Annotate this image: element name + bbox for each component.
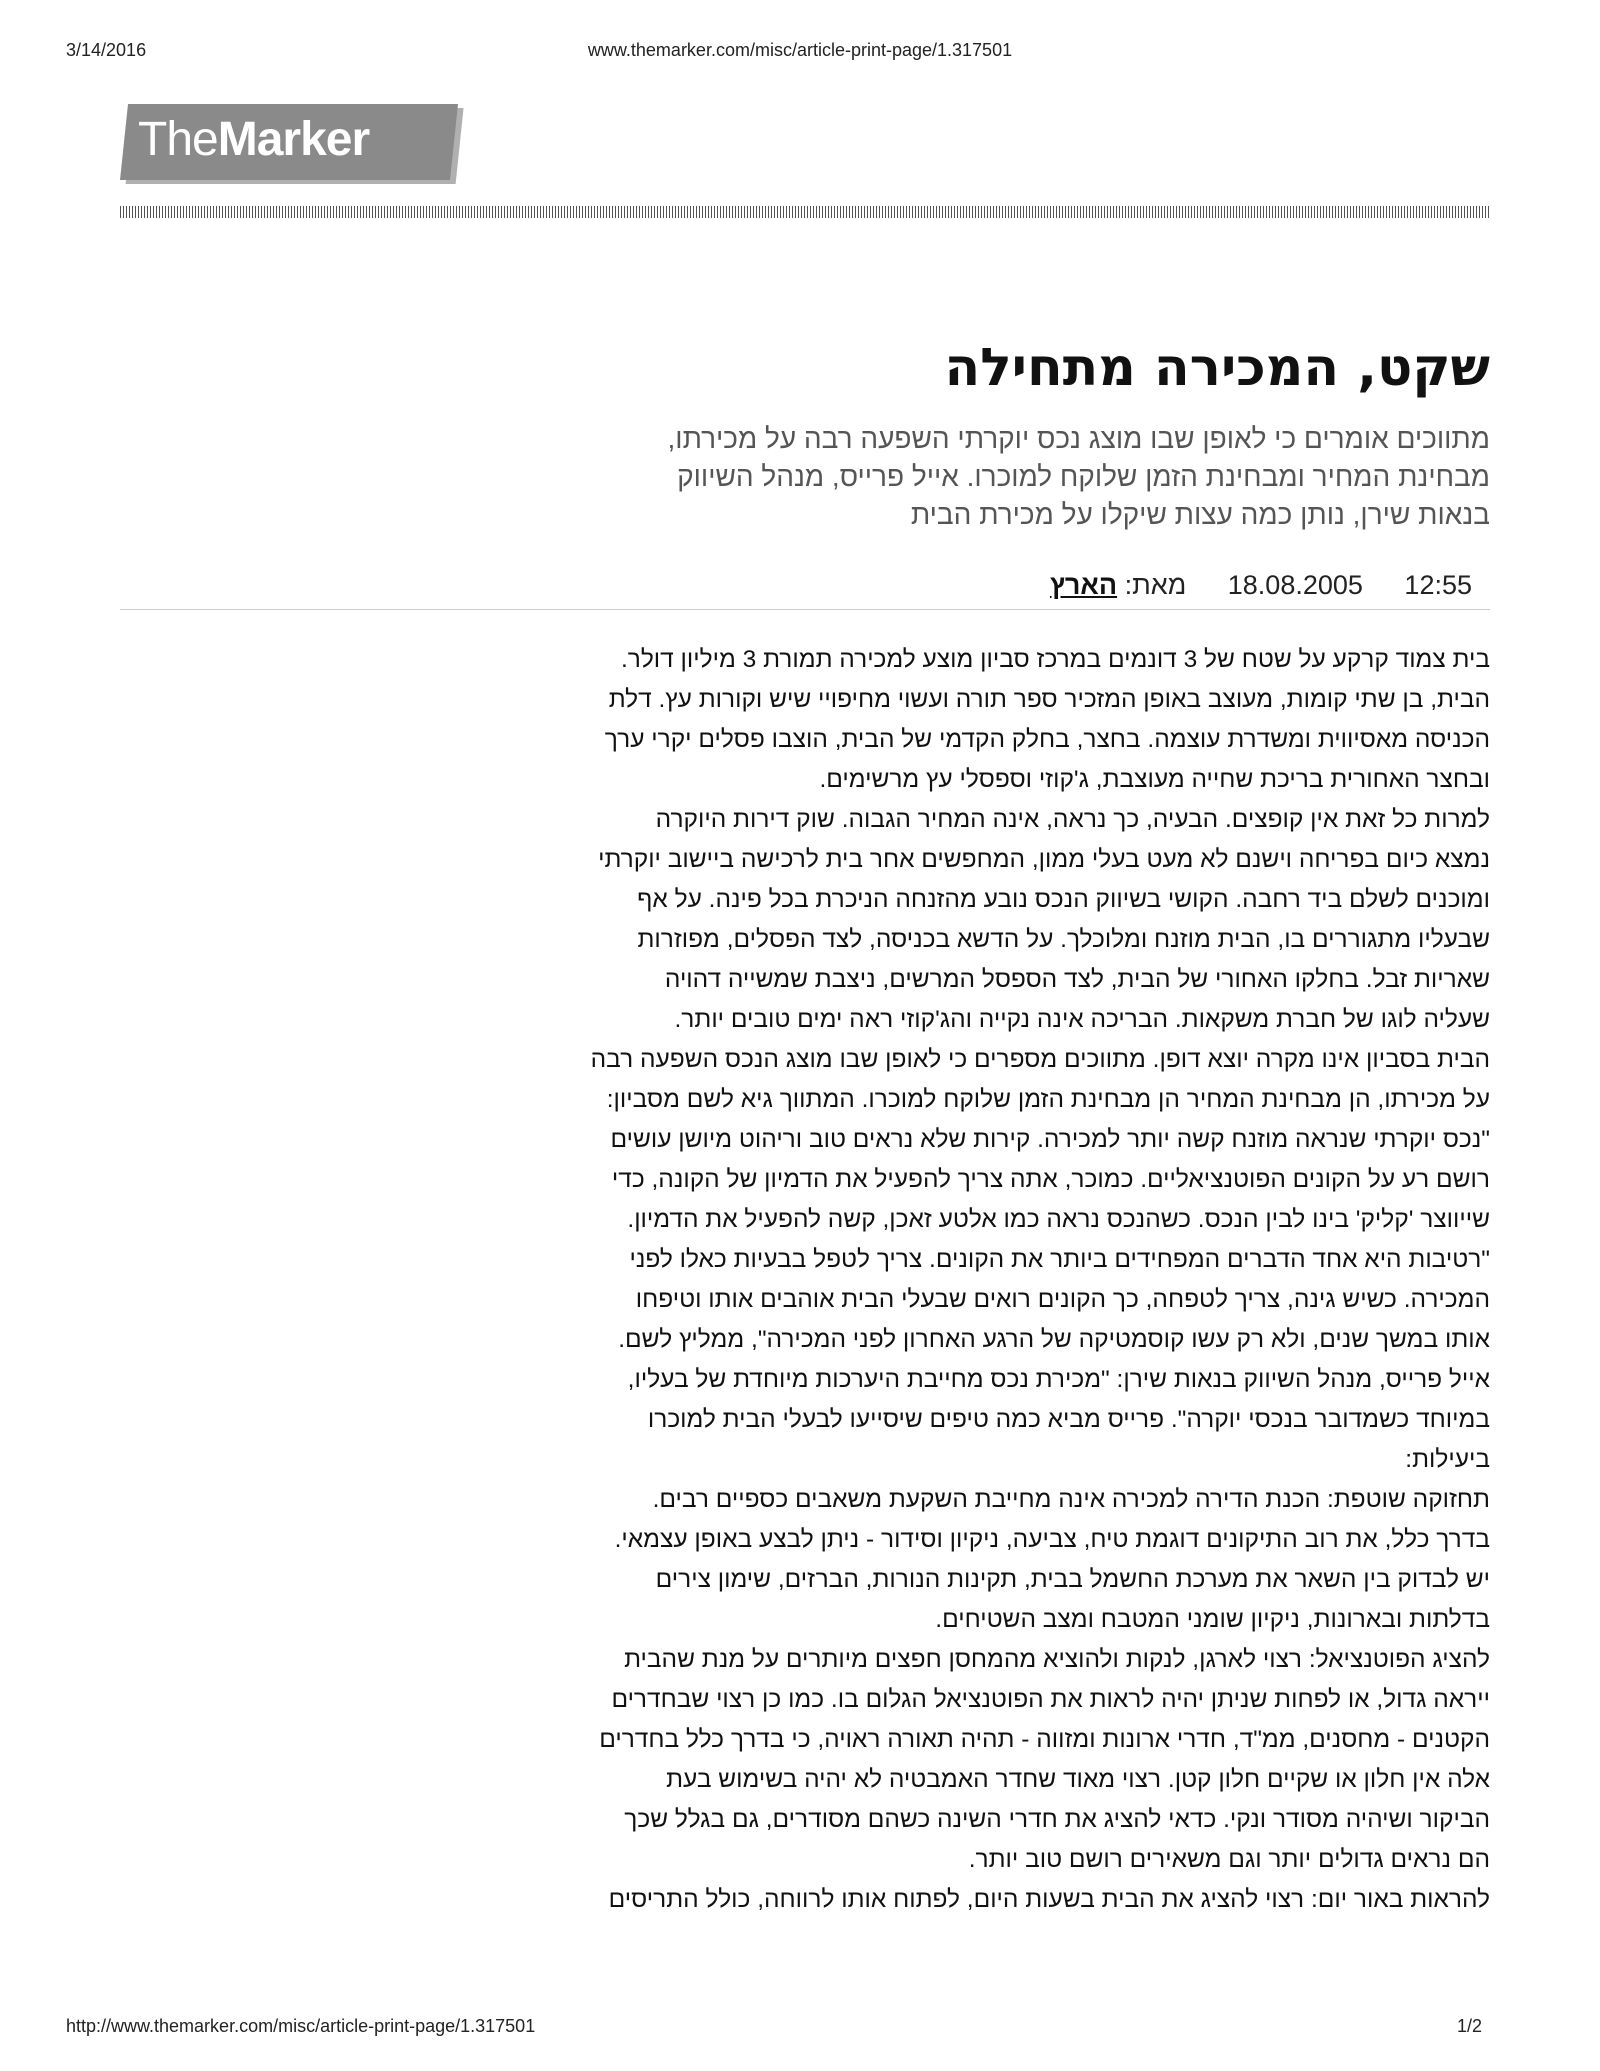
body-line: רושם רע על הקונים הפוטנציאליים. כמוכר, אתה צריך להפעיל את הדמיון של הקונה, כדי (611, 1166, 1490, 1193)
article-title: שקט, המכירה מתחילה (944, 338, 1490, 398)
subtitle-line: מתווכים אומרים כי לאופן שבו מוצג נכס יוקרתי השפעה רבה על מכירתו, (667, 423, 1490, 454)
body-line: למרות כל זאת אין קופצים. הבעיה, כך נראה, אינה המחיר הגבוה. שוק דירות היוקרה (655, 806, 1490, 833)
body-line: שעליה לוגו של חברת משקאות. הבריכה אינה נקייה והג'קוזי ראה ימים טובים יותר. (674, 1006, 1490, 1033)
page-number: 1/2 (1456, 2016, 1482, 2036)
subtitle-line: בנאות שירן, נותן כמה עצות שיקלו על מכירת הבית (910, 499, 1490, 530)
subtitle-line: מבחינת המחיר ומבחינת הזמן שלוקח למוכרו. אייל פרייס, מנהל השיווק (677, 461, 1490, 492)
body-line: להציג הפוטנציאל: רצוי לארגן, לנקות ולהוציא מהמחסן חפצים מיותרים על מנת שהבית (624, 1646, 1490, 1673)
body-line: נמצא כיום בפריחה וישנם לא מעט בעלי ממון, המחפשים אחר בית לרכישה ביישוב יוקרתי (598, 846, 1490, 873)
body-line: תחזוקה שוטפת: הכנת הדירה למכירה אינה מחייבת השקעת משאבים כספיים רבים. (652, 1486, 1490, 1513)
body-line: אלה אין חלון או שקיים חלון קטן. רצוי מאוד שחדר האמבטיה לא יהיה בשימוש בעת (666, 1766, 1490, 1793)
header-divider (120, 206, 1490, 218)
print-url: www.themarker.com/misc/article-print-page/1.317501 (587, 40, 1013, 60)
body-line: אייל פרייס, מנהל השיווק בנאות שירן: "מכירת נכס מחייבת היערכות מיוחדת של בעליו, (627, 1366, 1490, 1393)
footer-url: http://www.themarker.com/misc/article-print-page/1.317501 (66, 2016, 536, 2036)
body-line: הקטנים - מחסנים, ממ"ד, חדרי ארונות ומזווה - תהיה תאורה ראויה, כי בדרך כלל בחדרים (599, 1726, 1490, 1753)
body-line: ומוכנים לשלם ביד רחבה. הקושי בשיווק הנכס נובע מהזנחה הניכרת בכל פינה. על אף (637, 886, 1490, 913)
body-line: במיוחד כשמדובר בנכסי יוקרה". פרייס מביא כמה טיפים שיסייעו לבעלי הבית למוכרו (647, 1406, 1490, 1433)
body-line: המכירה. כשיש גינה, צריך לטפחה, כך הקונים רואים שבעלי הבית אוהבים אותו וטיפחו (635, 1286, 1490, 1313)
source-link[interactable]: הארץ (1049, 570, 1118, 600)
body-line: שייווצר 'קליק' בינו לבין הנכס. כשהנכס נראה כמו אלטע זאכן, קשה להפעיל את הדמיון. (627, 1206, 1490, 1233)
logo-marker: Marker (217, 113, 370, 166)
body-line: בדלתות ובארונות, ניקיון שומני המטבח ומצב השטיחים. (935, 1606, 1490, 1633)
body-line: "רטיבות היא אחד הדברים המפחידים ביותר את הקונים. צריך לטפל בבעיות כאלו לפני (629, 1246, 1490, 1273)
body-line: ובחצר האחורית בריכת שחייה מעוצבת, ג'קוזי וספסלי עץ מרשימים. (819, 766, 1490, 793)
article-body (120, 640, 1490, 1920)
body-line: הכניסה מאסיווית ומשדרת עוצמה. בחצר, בחלק הקדמי של הבית, הוצבו פסלים יקרי ערך (604, 726, 1490, 753)
body-line: הם נראים גדולים יותר וגם משאירים רושם טוב יותר. (968, 1846, 1490, 1873)
body-line: שבעליו מתגוררים בו, הבית מוזנח ומלוכלך. על הדשא בכניסה, לצד הפסלים, מפוזרות (637, 926, 1490, 953)
body-line: בדרך כלל, את רוב התיקונים דוגמת טיח, צביעה, ניקיון וסידור - ניתן לבצע באופן עצמאי. (614, 1526, 1490, 1553)
body-line: הביקור ושיהיה מסודר ונקי. כדאי להציג את חדרי השינה כשהם מסודרים, גם בגלל שכך (624, 1806, 1490, 1833)
logo-the: The (138, 113, 218, 166)
themarker-logo[interactable] (138, 112, 369, 167)
body-line: יש לבדוק בין השאר את מערכת החשמל בבית, תקינות הנורות, הברזים, שימון צירים (655, 1566, 1490, 1593)
body-line: "נכס יוקרתי שנראה מוזנח קשה יותר למכירה. קירות שלא נראים טוב וריהוט מיושן עושים (610, 1126, 1490, 1153)
body-line: ייראה גדול, או לפחות שניתן יהיה לראות את הפוטנציאל הגלום בו. כמו כן רצוי שבחדרים (611, 1686, 1490, 1713)
body-line: הבית, בן שתי קומות, מעוצב באופן המזכיר ספר תורה ועשוי מחיפויי שיש וקורות עץ. דלת (608, 686, 1490, 713)
publish-time: 12:55 (1404, 570, 1472, 600)
body-line: שאריות זבל. בחלקו האחורי של הבית, לצד הספסל המרשים, ניצבת שמשייה דהויה (664, 966, 1490, 993)
print-date: 3/14/2016 (66, 40, 147, 60)
article-meta (120, 570, 1490, 610)
publish-date: 18.08.2005 (1227, 570, 1363, 600)
body-line: ביעילות: (1405, 1446, 1490, 1473)
body-line: בית צמוד קרקע על שטח של 3 דונמים במרכז סביון מוצע למכירה תמורת 3 מיליון דולר. (620, 646, 1490, 673)
author-label: מאת: (1124, 570, 1187, 600)
body-line: אותו במשך שנים, ולא רק עשו קוסמטיקה של הרגע האחרון לפני המכירה", ממליץ לשם. (618, 1326, 1490, 1353)
article-subtitle (120, 420, 1490, 534)
body-line: להראות באור יום: רצוי להציג את הבית בשעות היום, לפתוח אותו לרווחה, כולל התריסים (608, 1886, 1490, 1913)
body-line: על מכירתו, הן מבחינת המחיר הן מבחינת הזמן שלוקח למוכרו. המתווך גיא לשם מסביון: (606, 1086, 1490, 1113)
body-line: הבית בסביון אינו מקרה יוצא דופן. מתווכים מספרים כי לאופן שבו מוצג הנכס השפעה רבה (590, 1046, 1490, 1073)
